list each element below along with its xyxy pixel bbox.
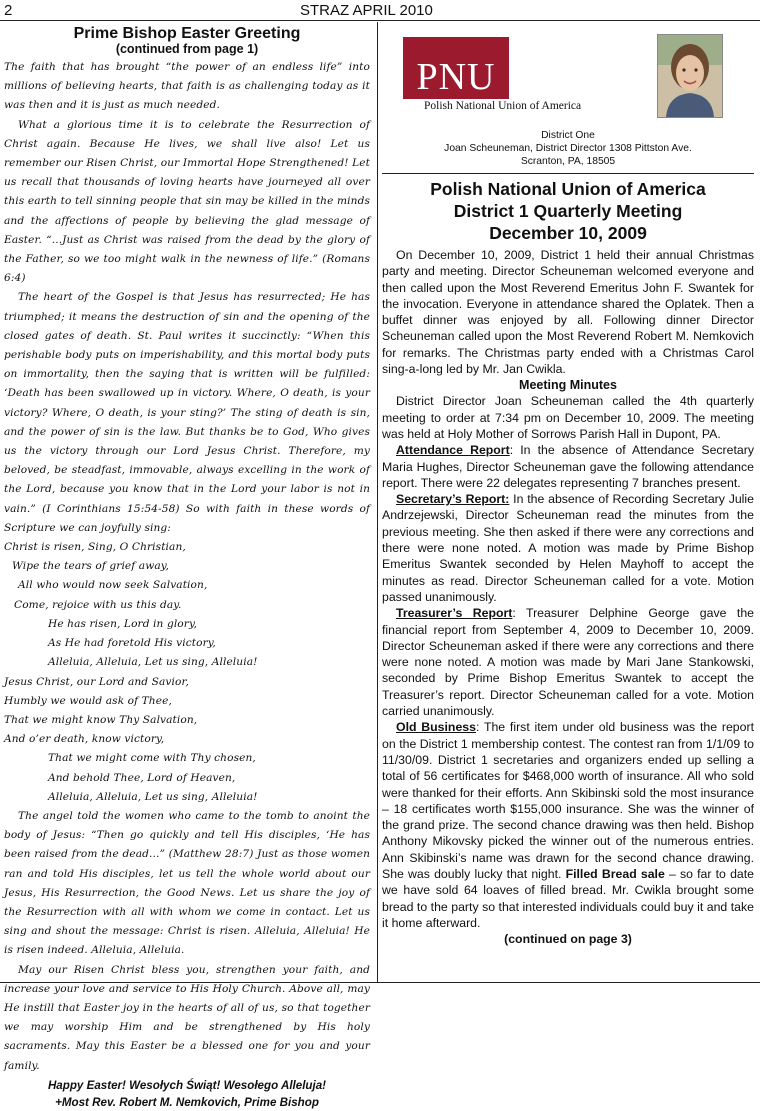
column-divider	[377, 22, 378, 982]
district-header	[382, 25, 754, 129]
article-title-line-2: District 1 Quarterly Meeting	[453, 201, 683, 221]
secretary-text: In the absence of Recording Secretary Julie Andrzejewski, Director Scheuneman read the minutes from the previous meeting. She then asked if there were any corrections and there were none noted. A motion was made by Prime Bishop Emeritus Swantek seconded by Helen Mayhoff to accept the minutes as read. Director Scheuneman called for a vote. Motion passed unanimously.	[382, 492, 754, 604]
director-address-line: Joan Scheuneman, District Director 1308 Pittston Ave.	[444, 143, 692, 154]
left-column	[4, 25, 370, 1109]
right-column	[382, 25, 754, 980]
treasurer-report	[382, 605, 754, 719]
hymn-line: And o’er death, know victory,	[4, 733, 165, 746]
attendance-label: Attendance Report	[396, 443, 510, 458]
greeting-paragraph-4: The angel told the women who came to the tomb to anoint the body of Jesus: “Then go quickly and tell His disciples, ‘He has been raised from the dead...” (Matthew 28:7) Just as those women ran and told His disciples, let us tell the whole world about our Jesus, His Resurrection, the Good News. Let us share the joy of the Resurrection with all with whom we come in contact. Let us sing and shout the message: Christ is risen. Alleluia, Alleluia! He is risen indeed. Alleluia, Alleluia.	[4, 809, 370, 957]
treasurer-text: : Treasurer Delphine George gave the financial report from September 4, 2009 to December 10, 2009. Director Scheuneman asked if there were any corrections and there were none noted. A motion was made by Mari Jane Stankowski, seconded by Prime Bishop Emeritus Swantek to accept the Treasurer’s report. Director Scheuneman called for a vote. Motion carried unanimously.	[382, 606, 754, 719]
hymn-line: Alleluia, Alleluia, Let us sing, Alleluia!	[48, 790, 258, 803]
hymn-line: And behold Thee, Lord of Heaven,	[48, 771, 236, 784]
attendance-text: : In the absence of Attendance Secretary Maria Hughes, Director Scheuneman gave the following attendance report. There were 22 delegates representing 7 branches present.	[382, 443, 754, 490]
old-business-label: Old Business	[396, 720, 476, 735]
secretary-report	[382, 491, 754, 605]
hymn-line: Wipe the tears of grief away,	[12, 560, 169, 573]
greeting-title: Prime Bishop Easter Greeting	[73, 25, 301, 42]
section-rule	[382, 173, 754, 174]
greeting-paragraph-3: The heart of the Gospel is that Jesus has resurrected; He has triumphed; it means the destruction of sin and the opening of the closed gates of death. St. Paul writes it succinctly: “When this perishable body puts on imperishability, and this mortal body puts on immortality, then the saying that is written will be fulfilled: ‘Death has been swallowed up in victory. Where, O death, is your victory? Where, O death, is your sting?’ The sting of death is sin, and the power of sin is the law. But thanks be to God, Who gives us the victory through our Lord Jesus Christ. Therefore, my beloved, be steadfast, immovable, always excelling in the work of the Lord, because you know that in the Lord your labor is not in vain.” (I Corinthians 15:54-58) So with faith in these words of Scripture we can joyfully sing:	[4, 291, 370, 534]
newspaper-title: STRAZ APRIL 2010	[300, 2, 433, 19]
hymn-line: Christ is risen, Sing, O Christian,	[4, 541, 186, 554]
bishop-signature: +Most Rev. Robert M. Nemkovich, Prime Bishop	[55, 1095, 319, 1109]
hymn-line: Come, rejoice with us this day.	[14, 598, 182, 611]
hymn-line: As He had foretold His victory,	[48, 637, 216, 650]
treasurer-label: Treasurer’s Report	[396, 606, 513, 621]
article-body	[382, 247, 754, 931]
pnu-logo: PNU	[403, 37, 509, 99]
hymn-line: Alleluia, Alleluia, Let us sing, Alleluia!	[48, 656, 258, 669]
greeting-paragraph-1: The faith that has brought “the power of an endless life” into millions of believing hearts, that faith is as challenging today as it was then and it is just as much needed.	[4, 61, 370, 112]
footer-rule	[0, 982, 760, 983]
page-number: 2	[4, 2, 13, 19]
minutes-call-to-order: District Director Joan Scheuneman called the 4th quarterly meeting to order at 7:34 pm on December 10, 2009. The meeting was held at Holy Mother of Sorrows Parish Hall in Dupont, PA.	[382, 394, 754, 441]
hymn-line: That we might know Thy Salvation,	[4, 713, 198, 726]
director-photo	[657, 34, 723, 118]
hymn-line: Jesus Christ, our Lord and Savior,	[4, 675, 189, 688]
director-city-line: Scranton, PA, 18505	[520, 156, 616, 167]
greeting-subtitle: (continued from page 1)	[115, 42, 259, 56]
continued-link[interactable]: (continued on page 3)	[504, 932, 632, 947]
old-business-text: : The first item under old business was the report on the District 1 membership contest. The contest ran from 1/1/09 to 11/30/09. District 1 secretaries and organizers ended up selling a total of 56 certificates for $468,000 worth of insurance. All who sold were thanked for their efforts. Ann Skibinski sold the most insurance – 18 certificates worth $155,000 insurance. She was the winner of the grand prize. The second chance drawing was then held. Bishop Anthony Mikovsky picked the winner out of the numerous entries. Ann Skibinski’s name was drawn for the second chance drawing. She was doubly lucky that night.	[382, 720, 754, 881]
portrait-image	[658, 35, 722, 117]
greeting-paragraph-2: What a glorious time it is to celebrate the Resurrection of Christ again. Because He lives, we shall live also! Let us remember our Risen Christ, our Immortal Hope Strengthened! Let us recall that thousands of loving hearts have journeyed all over this earth to tell sinning people that sin may be killed in the minds and the affections of people by believing the glad message of Easter. “...Just as Christ was raised from the dead by the glory of the Father, so we too might walk in the newness of life.” (Romans 6:4)	[4, 118, 370, 285]
easter-wishes: Happy Easter! Wesołych Świąt! Wesołego Alleluja!	[47, 1078, 327, 1092]
easter-hymn	[4, 538, 370, 807]
greeting-body	[4, 58, 370, 1076]
hymn-line: He has risen, Lord in glory,	[48, 617, 198, 630]
article-paragraph-intro: On December 10, 2009, District 1 held their annual Christmas party and meeting. Director Scheuneman welcomed everyone and then called upon the Most Reverend Emeritus John F. Swantek for the invocation. Everyone in attendance shared the Oplatek. Then a buffet dinner was enjoyed by all. Following dinner Director Scheuneman called upon the Most Reverend Robert M. Nemkovich for remarks. The Christmas party ended with a Christmas Carol sing-a-long led by Mr. Jan Cwikla.	[382, 248, 754, 377]
header-rule	[0, 20, 760, 21]
district-label: District One	[541, 130, 595, 141]
hymn-line: That we might come with Thy chosen,	[48, 752, 256, 765]
greeting-paragraph-5: May our Risen Christ bless you, strengthen your faith, and increase your love and service to His Holy Church. Above all, may He instill that Easter joy in the hearts of all of us, so that together we may worship Him and be strengthened by His holy sacraments. May this Easter be a blessed one for you and your family.	[4, 963, 370, 1072]
secretary-label: Secretary’s Report:	[396, 492, 510, 507]
filled-bread-text: – so far to date we have sold 64 loaves of filled bread. Mr. Cwikla brought some bread to the party so that interested individuals could buy it and take it home afterward.	[382, 866, 754, 930]
pnu-logo-caption: Polish National Union of America	[424, 100, 582, 112]
old-business	[382, 719, 754, 931]
hymn-line: All who would now seek Salvation,	[18, 579, 208, 592]
article-title-line-3: December 10, 2009	[489, 223, 647, 243]
minutes-heading: Meeting Minutes	[519, 378, 617, 393]
hymn-line: Humbly we would ask of Thee,	[4, 694, 172, 707]
filled-bread-label: Filled Bread sale	[565, 866, 665, 881]
article-title-line-1: Polish National Union of America	[430, 179, 706, 199]
attendance-report	[382, 442, 754, 491]
